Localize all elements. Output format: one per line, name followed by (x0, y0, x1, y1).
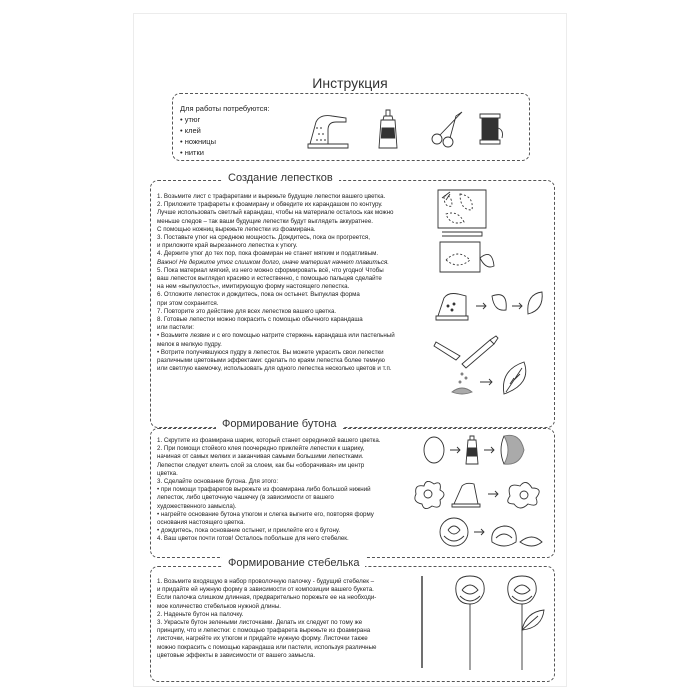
text-line: цветка. (157, 469, 178, 477)
text-line: 5. Пока материал мягкий, из него можно сформировать всё, что угодно! Чтобы (157, 266, 384, 274)
text-line: 6. Отложите лепесток и дождитесь, пока он остынет. Выпуклая форма (157, 291, 360, 299)
text-line: художественного замысла). (157, 502, 237, 510)
text-line: листочки, нагрейте их утюгом и придайте нужную форму. Листочки также (157, 635, 368, 643)
requirement-item: • нитки (180, 148, 204, 157)
text-line: меньше следов – так ваши будущие лепестки будут выглядеть аккуратнее. (157, 217, 374, 225)
text-line: 1. Скрутите из фоамирана шарик, который станет серединкой вашего цветка. (157, 437, 381, 444)
glue-icon (376, 108, 400, 152)
text-line: лепесток, либо цветочную чашечку (в зависимости от вашего (157, 494, 334, 502)
text-line: или пастели: (157, 324, 194, 332)
text-line: 3. Украсьте бутон зелеными листочками. Делать их следует по тому же (157, 619, 363, 627)
text-line: 2. При помощи стойкого клея поочередно приклейте лепестки к шарику, (157, 445, 365, 453)
text-line: Если палочка слишком длинная, предварительно порежьте ее на необходи- (157, 594, 377, 602)
text-line: при этом сохранится. (157, 299, 219, 307)
text-line: и приложите край вырезанного лепестка к утюгу. (157, 242, 298, 250)
text-line: начиная от самых мелких и заканчивая самыми большими лепестками. (157, 453, 364, 461)
text-line: 8. Готовые лепестки можно покрасить с помощью обычного карандаша (157, 316, 363, 324)
requirement-item: • клей (180, 126, 201, 135)
text-line: 3. Поставьте утюг на среднюю мощность. Дождитесь, пока он прогреется, (157, 234, 370, 242)
bud-assembly-illustration (420, 430, 546, 470)
rose-on-stem-illustration (446, 570, 496, 674)
text-line: или светлую каемочку, использовать для одного лепестка несколько цветов и т.п. (157, 365, 392, 373)
section-stem-text (157, 578, 377, 660)
text-line: на нем «выпуклость», имитирующую форму настоящего лепестка. (157, 283, 350, 291)
text-line: • нагрейте основание бутона утюгом и слегка выгните его, повторяя форму (157, 510, 374, 518)
text-line: 2. Наденьте бутон на палочку. (157, 610, 244, 618)
text-line: 2. Приложите трафареты к фоамирану и обведите их карандашом по контуру. (157, 201, 383, 209)
text-line: мелок в мелкую пудру. (157, 340, 222, 348)
text-line: • дождитесь, пока основание остынет, и приклейте его к бутону. (157, 527, 341, 535)
requirements-heading: Для работы потребуются: (180, 104, 270, 113)
thread-spool-icon (478, 112, 504, 146)
petal-cutout-illustration (436, 238, 496, 276)
iron-icon (306, 110, 350, 150)
rose-with-leaves-illustration (500, 570, 552, 674)
text-line: 1. Возьмите лист с трафаретами и вырежьте будущие лепестки вашего цветка. (157, 193, 386, 200)
text-line: Важно! Не держите утюг слишком долго, иначе материал начнет плавиться. (157, 258, 390, 266)
calyx-illustration (410, 474, 550, 514)
text-line: 7. Повторите это действие для всех лепестков вашего цветка. (157, 307, 337, 315)
text-line: • при помощи трафаретов вырежьте из фоамирана либо большой нижний (157, 486, 371, 494)
section-stem-title: Формирование стебелька (222, 557, 365, 569)
text-line: принципу, что и лепестки: с помощью трафарета вырежьте из фоамирана (157, 627, 371, 635)
text-line: мое количество стебельков нужной длины. (157, 602, 281, 610)
text-line: Лучше использовать светлый карандаш, чтобы на материале осталось как можно (157, 209, 394, 217)
requirement-item: • утюг (180, 115, 201, 124)
section-petals-title: Создание лепестков (222, 172, 339, 184)
text-line: можно покрасить с помощью карандаша или пастели, используя различные (157, 643, 377, 651)
text-line: С помощью ножниц вырежьте лепестки из фоамирана. (157, 225, 316, 233)
text-line: ваш лепесток выглядел красиво и естественно, с помощью пальцев сделайте (157, 275, 382, 283)
page-title: Инструкция (312, 75, 388, 91)
text-line: цветовые эффекты в зависимости от вашего замысла. (157, 651, 316, 659)
text-line: • Возьмите лезвие и с его помощью натрите стержень карандаша или пастельный (157, 332, 395, 340)
requirement-item: • ножницы (180, 137, 216, 146)
stencil-sheet-illustration (436, 188, 490, 238)
text-line: различными цветовыми эффектами: сделать по краям лепестка более темную (157, 357, 385, 365)
section-bud-title: Формирование бутона (216, 418, 343, 430)
wire-stem-illustration (412, 572, 432, 672)
text-line: 1. Возьмите входящую в набор проволочную палочку - будущий стебелек – (157, 578, 375, 585)
section-petals-text (157, 193, 395, 373)
requirements-list (180, 103, 270, 158)
text-line: 4. Ваш цветок почти готов! Осталось побольше для него стебелек. (157, 535, 349, 543)
section-bud-text (157, 437, 381, 544)
coloring-illustration (432, 334, 548, 400)
text-line: и придайте ей нужную форму в зависимости от композиции вашего букета. (157, 586, 374, 594)
scissors-icon (428, 108, 468, 148)
text-line: Лепестки следует клеить слой за слоем, как бы «оборачивая» им центр (157, 461, 365, 469)
text-line: основания настоящего цветка. (157, 519, 246, 527)
text-line: • Вотрите получившуюся пудру в лепесток. Вы можете украсить свои лепестки (157, 348, 384, 356)
rose-bud-illustration (436, 512, 546, 554)
iron-petal-illustration (434, 286, 546, 324)
text-line: 4. Держите утюг до тех пор, пока фоамиран не станет мягким и податливым. (157, 250, 379, 258)
text-line: 3. Сделайте основание бутона. Для этого: (157, 478, 279, 486)
